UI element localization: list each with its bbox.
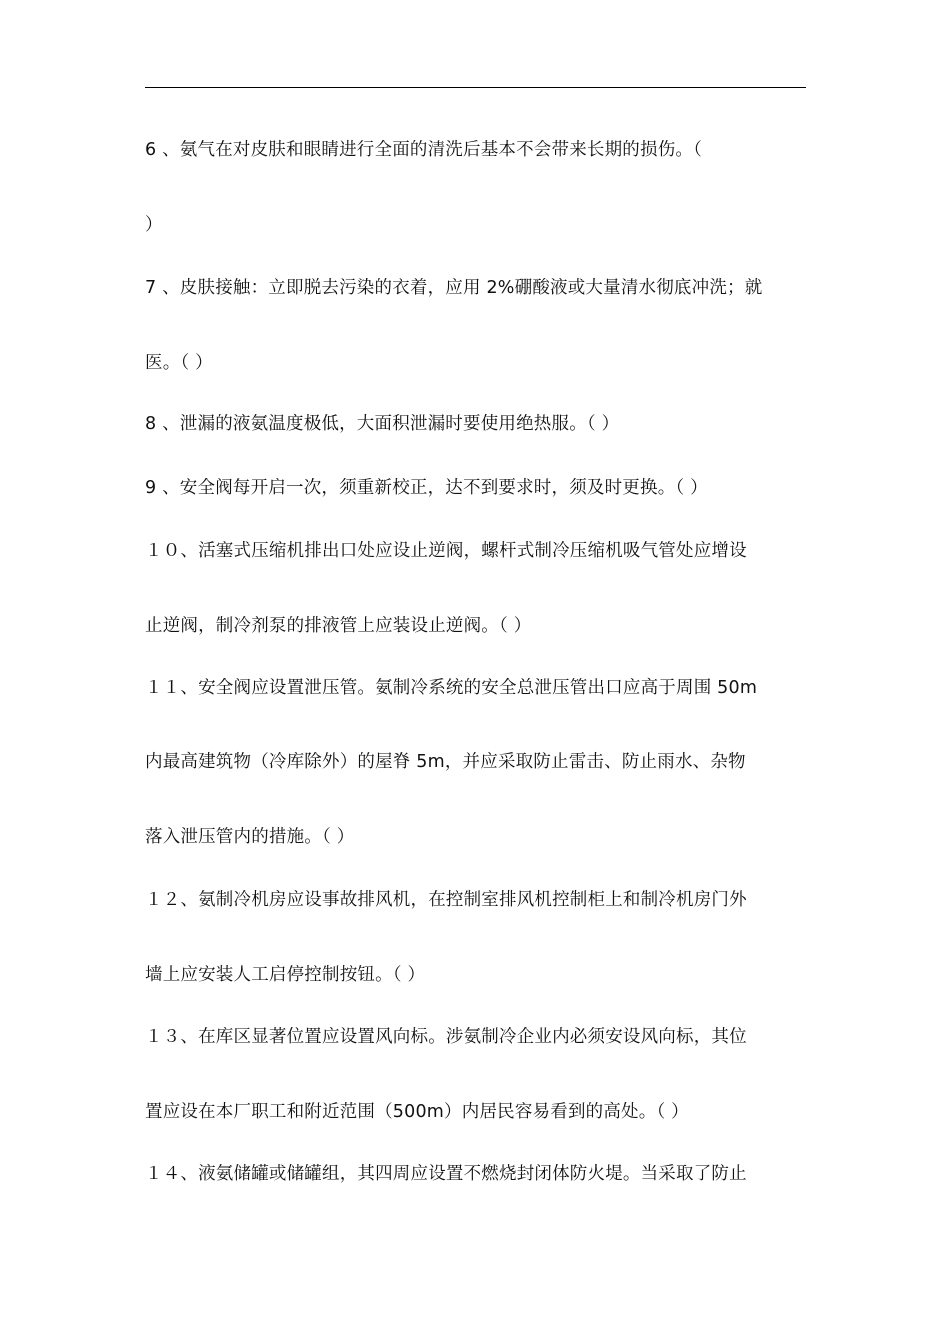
question-14-line-1: １４、液氨储罐或储罐组，其四周应设置不燃烧封闭体防火堤。当采取了防止: [145, 1164, 747, 1184]
question-9-line-1: 9 、安全阀每开启一次，须重新校正，达不到要求时，须及时更换。（ ）: [145, 478, 708, 498]
question-10-line-1: １０、活塞式压缩机排出口处应设止逆阀，螺杆式制冷压缩机吸气管处应增设: [145, 541, 747, 561]
question-7-line-1: 7 、皮肤接触：立即脱去污染的衣着，应用 2%硼酸液或大量清水彻底冲洗；就: [145, 278, 763, 298]
question-12-line-2: 墙上应安装人工启停控制按钮。（ ）: [145, 965, 426, 985]
question-12-line-1: １２、氨制冷机房应设事故排风机，在控制室排风机控制柜上和制冷机房门外: [145, 890, 747, 910]
question-13-line-2: 置应设在本厂职工和附近范围（500m）内居民容易看到的高处。（ ）: [145, 1102, 689, 1122]
question-6-line-2: ）: [145, 215, 163, 235]
header-rule: [145, 87, 806, 88]
question-10-line-2: 止逆阀，制冷剂泵的排液管上应装设止逆阀。（ ）: [145, 616, 532, 636]
question-8-line-1: 8 、泄漏的液氨温度极低，大面积泄漏时要使用绝热服。（ ）: [145, 414, 620, 434]
question-7-line-2: 医。（ ）: [145, 353, 213, 373]
question-11-line-2: 内最高建筑物（冷库除外）的屋脊 5m，并应采取防止雷击、防止雨水、杂物: [145, 752, 746, 772]
question-11-line-1: １１、安全阀应设置泄压管。氨制冷系统的安全总泄压管出口应高于周围 50m: [145, 678, 758, 698]
question-13-line-1: １３、在库区显著位置应设置风向标。涉氨制冷企业内必须安设风向标，其位: [145, 1027, 747, 1047]
question-11-line-3: 落入泄压管内的措施。（ ）: [145, 827, 355, 847]
question-6-line-1: 6 、氨气在对皮肤和眼睛进行全面的清洗后基本不会带来长期的损伤。（: [145, 140, 703, 160]
